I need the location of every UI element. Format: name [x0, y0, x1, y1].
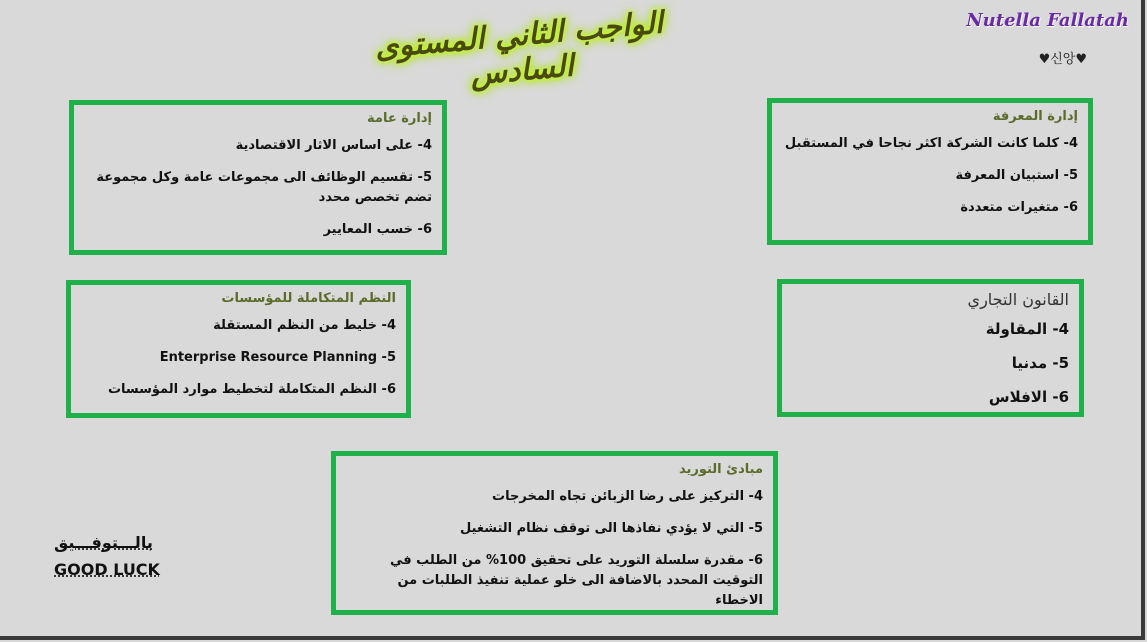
list-item: 6- الافلاس [988, 388, 1069, 406]
box-knowledge-mgmt [767, 98, 1093, 245]
list-item: 6- مقدرة سلسلة التوريد على تحقيق 100% من الطلب في التوقيت المحدد بالاضافة الى خلو عملية تنفيذ الطلبات من الاخطاء [389, 553, 763, 608]
list-item: 6- متغيرات متعددة [960, 200, 1078, 215]
box-header: النظم المتكاملة للمؤسسات [221, 291, 396, 306]
closing-note [54, 533, 160, 579]
box-header: القانون التجاري [967, 290, 1069, 309]
slide-title: الواجب الثاني المستوى السادس [373, 5, 665, 93]
list-item: 5- مدنيا [1011, 354, 1069, 372]
list-item: 5- Enterprise Resource Planning [159, 350, 396, 365]
author-name: Nutella Fallatah [966, 10, 1129, 31]
list-item: 6- خسب المعايير [323, 222, 432, 237]
box-commercial-law [777, 279, 1084, 417]
list-item: 4- على اساس الاثار الاقتصادية [235, 138, 432, 153]
list-item: 5- استبيان المعرفة [955, 168, 1078, 183]
list-item: 4- خليط من النظم المستقلة [213, 318, 396, 333]
box-header: مبادئ التوريد [678, 462, 763, 477]
list-item: 4- التركيز على رضا الزبائن تجاه المخرجات [492, 489, 763, 504]
box-header: إدارة عامة [367, 111, 432, 126]
box-general-admin [69, 100, 447, 255]
list-item: 6- النظم المتكاملة لتخطيط موارد المؤسسات [107, 382, 396, 397]
closing-english: GOOD LUCK [54, 560, 160, 579]
list-item: 5- تقسيم الوظائف الى مجموعات عامة وكل مجموعة تضم تخصص محدد [96, 170, 432, 205]
list-item: 4- المقاولة [985, 320, 1069, 338]
closing-arabic: بالـــتوفـــيق [54, 533, 153, 552]
box-header: إدارة المعرفة [992, 109, 1078, 124]
box-integrated-systems [66, 280, 411, 418]
box-supply-principles [331, 451, 778, 615]
korean-note: ♥신앙♥ [1038, 52, 1087, 67]
list-item: 5- التي لا يؤدي نفاذها الى توقف نظام التشغيل [459, 521, 763, 536]
list-item: 4- كلما كانت الشركة اكثر نجاحا في المستقبل [784, 136, 1078, 151]
